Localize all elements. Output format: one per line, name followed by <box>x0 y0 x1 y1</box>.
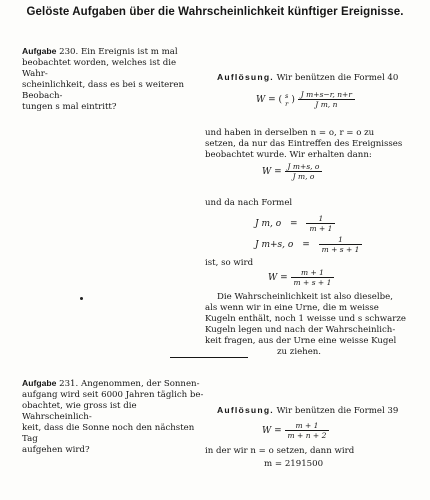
formula-40: W = ( s r ) $\frac{\text{J m+s−r, n+r}}{\text{J m, n}}$ <box>256 90 355 109</box>
fraction-numerator: 1 <box>306 214 335 224</box>
solution-label: Auflösung. <box>217 405 274 415</box>
solution-230-text-a <box>205 128 420 161</box>
fraction-denominator: m + s + 1 <box>293 278 332 287</box>
fraction-numerator: 1 <box>319 235 363 245</box>
solution-230-text-b: und da nach Formel <box>205 198 293 208</box>
solution-text: als wenn wir in eine Urne, die m weisse <box>205 303 379 313</box>
problem-text: beobachtet worden, welches ist die Wahr- <box>22 58 177 79</box>
fraction-numerator: m + 1 <box>285 421 330 431</box>
solution-230-text-c: ist, so wird <box>205 258 254 268</box>
formula-result <box>268 268 334 287</box>
binom-top: s <box>285 91 289 100</box>
problem-230 <box>22 46 202 113</box>
formula-lhs: J m+s, o <box>255 240 294 250</box>
solution-230-intro <box>217 72 398 84</box>
solution-text: Die Wahrscheinlichkeit ist also dieselbe, <box>217 292 393 302</box>
solution-231-intro <box>217 405 398 417</box>
fraction-denominator: m + n + 2 <box>287 431 327 440</box>
solution-text: Wir benützen die Formel 40 <box>276 73 399 83</box>
equals-sign: = <box>290 219 298 229</box>
problem-number: 231. <box>59 379 79 389</box>
problem-text: Angenommen, der Sonnen- <box>80 379 200 389</box>
binom-bottom: r <box>285 99 289 108</box>
fraction-numerator: J m+s, o <box>285 162 323 172</box>
problem-label: Aufgabe <box>22 46 57 56</box>
problem-number: 230. <box>59 47 79 57</box>
problem-text: keit, dass die Sonne noch den nächsten Tag <box>22 423 195 444</box>
problem-text: obachtet, wie gross ist die Wahrscheinlich- <box>22 401 137 422</box>
solution-230-text-d <box>205 292 425 358</box>
solution-text: beobachtet wurde. Wir erhalten dann: <box>205 150 372 160</box>
formula-lhs: J m, o <box>255 219 282 229</box>
problem-231 <box>22 378 207 456</box>
problem-text: aufgehen wird? <box>22 445 90 455</box>
formula-lhs: W = <box>262 426 282 436</box>
fraction-denominator: m + 1 <box>309 224 333 233</box>
problem-text: Ein Ereignis ist m mal <box>80 47 178 57</box>
problem-text: tungen s mal eintritt? <box>22 102 117 112</box>
formula-lhs: W = <box>256 95 276 105</box>
formula-lhs: W = <box>268 273 288 283</box>
formula-39 <box>262 421 329 440</box>
solution-text: setzen, da nur das Eintreffen des Ereignisses <box>205 139 403 149</box>
fraction-denominator: m + s + 1 <box>321 245 360 254</box>
equals-sign: = <box>302 240 310 250</box>
fraction-denominator: J m, n <box>315 100 338 109</box>
ink-spot <box>80 297 83 300</box>
solution-231-value: m = 2191500 <box>264 459 324 469</box>
formula-lhs: W = <box>262 167 282 177</box>
problem-text: aufgang wird seit 6000 Jahren täglich be- <box>22 390 204 400</box>
solution-231-text: in der wir n = o setzen, dann wird <box>205 446 355 456</box>
formula-jms <box>255 235 362 254</box>
formula-jm <box>255 214 335 233</box>
solution-text: Wir benützen die Formel 39 <box>276 406 399 416</box>
fraction-numerator: m + 1 <box>291 268 335 278</box>
solution-label: Auflösung. <box>217 72 274 82</box>
solution-text: Kugeln legen und nach der Wahrscheinlich- <box>205 325 396 335</box>
fraction-numerator: J m+s−r, n+r <box>298 90 355 100</box>
formula-w <box>262 162 322 181</box>
section-divider <box>170 357 248 358</box>
solution-text: Kugeln enthält, noch 1 weisse und s schwarze <box>205 314 406 324</box>
solution-text: und haben in derselben n = o, r = o zu <box>205 128 375 138</box>
problem-text: scheinlichkeit, dass es bei s weiteren Beobach- <box>22 80 185 101</box>
page-title: Gelöste Aufgaben über die Wahrscheinlichkeit künftiger Ereignisse. <box>26 6 404 18</box>
problem-label: Aufgabe <box>22 378 57 388</box>
solution-text: keit fragen, aus der Urne eine weisse Kugel <box>205 336 397 346</box>
fraction-denominator: J m, o <box>292 172 315 181</box>
solution-text: zu ziehen. <box>277 347 322 357</box>
